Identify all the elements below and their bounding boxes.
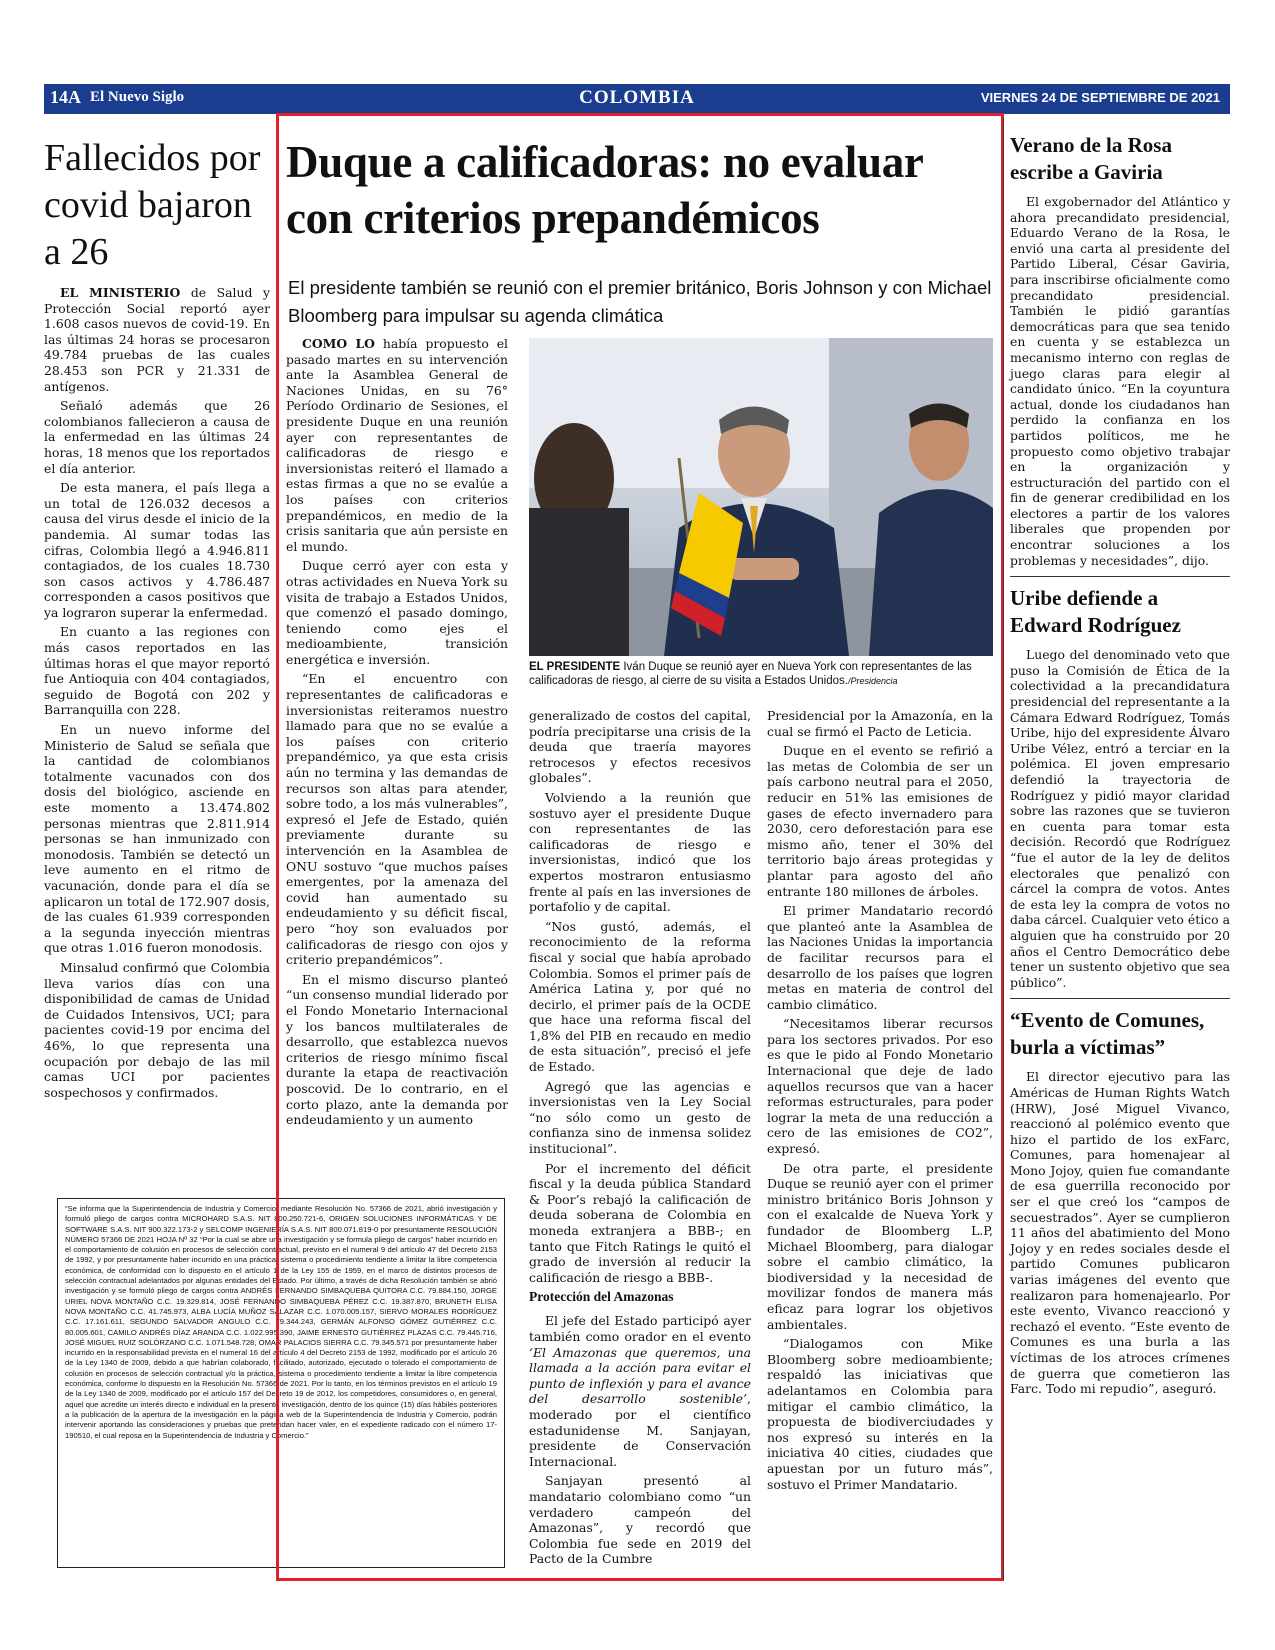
main-paragraph: En el mismo discurso planteó “un consenso mundial liderado por el Fondo Monetario Internacional y los bancos multilaterales de desarrollo, que establezca nuevos criterios de riesgo mínimo fiscal durante la etapa de reactivación poscovid. De lo contrario, en el corto plazo, ante la demanda por endeudamiento y un aumento xyxy=(286,971,508,1128)
photo-caption xyxy=(529,660,993,688)
main-headline: Duque a calificadoras: no evaluar con criterios prepandémicos xyxy=(286,137,923,243)
newspaper-name: El Nuevo Siglo xyxy=(90,89,185,105)
left-story-headline: Fallecidos por covid bajaron a 26 xyxy=(44,137,261,273)
left-story-paragraph: De esta manera, el país llega a un total de 126.032 decesos a causa del virus desde el inicio de la pandemia. Al sumar todas las cifras, Colombia llegó a 4.946.811 contagiados, de los cuales 18.730 son casos activos y 4.786.487 corresponden a casos positivos que ya lograron superar la enfermedad. xyxy=(44,480,270,620)
photo-caption-text: Iván Duque se reunió ayer en Nueva York con representantes de las calificadoras de riesgo, al cierre de su visita a Estados Unidos. xyxy=(529,661,972,687)
brief-headline-uribe: Uribe defiende a Edward Rodríguez xyxy=(1010,586,1181,638)
left-story-paragraph: En un nuevo informe del Ministerio de Salud se señala que la cantidad de colombianos totalmente vacunados con dos dosis del biológico, asciende en este momento a 13.474.802 personas mientras que 2.811.914 personas se han inmunizado con monodosis. También se detectó un leve aumento en el ritmo de vacunación, donde para el día se aplicaron un total de 172.907 dosis, de las cuales 61.939 corresponden a la segunda inyección mientras que otras 1.016 fueron monodosis. xyxy=(44,722,270,956)
left-story-lead-text: de Salud y Protección Social reportó ayer 1.608 casos nuevos de covid-19. En las últimas 24 horas se procesaron 49.784 pruebas de las cuales 28.453 son PCR y 21.331 de antígenos. xyxy=(44,285,270,394)
main-paragraph: “Dialogamos con Mike Bloomberg sobre medioambiente; respaldó las iniciativas que adelantamos en Colombia para mitigar el cambio climático, la propuesta de biodiverciudades y nos expresó su interés en la iniciativa 40 cities, ciudades que apuestan por un futuro más”, sostuvo el Primer Mandatario. xyxy=(767,1336,993,1492)
photo-illustration xyxy=(529,338,993,656)
section-title: COLOMBIA xyxy=(579,87,695,108)
brief-divider xyxy=(1010,576,1230,577)
photo-caption-lead: EL PRESIDENTE xyxy=(529,661,621,673)
column-rule xyxy=(1003,118,1004,1580)
main-text: , moderado por el científico estadunidense M. Sanjayan, presidente de Conservación Internacional. xyxy=(529,1391,751,1469)
main-paragraph: De otra parte, el presidente Duque se reunió ayer con el primer ministro británico Boris Johnson y con el exalcalde de Nueva York y fundador de Bloomberg L.P, Michael Bloomberg, para dialogar sobre el cambio climático, la biodiversidad y la necesidad de movilizar fondos de manera más eficaz para lograr los objetivos ambientales. xyxy=(767,1160,993,1332)
brief-text-verano: El exgobernador del Atlántico y ahora precandidato presidencial, Eduardo Verano de la Rosa, le envió una carta al presidente del Partido Liberal, César Gaviria, para inscribirse oficialmente como precandidato presidencial. También le pidió garantías democráticas para que sea tenido en cuenta y se establezca un mecanismo interno con reglas de juego claras para elegir al candidato único. “En la coyuntura actual, donde los ciudadanos han perdido la confianza en los partidos políticos, me he propuesto como objetivo trabajar en la organización y estructuración del partido con el fin de generar credibilidad en los electores a partir de los valores liberales que propenden por encontrar soluciones a los problemas y necesidades”, dijo. xyxy=(1010,194,1230,568)
brief-divider xyxy=(1010,998,1230,999)
main-text: El jefe del Estado participó ayer también como orador en el evento xyxy=(529,1313,751,1344)
news-photo xyxy=(529,338,993,656)
right-column xyxy=(1010,132,1230,1401)
main-paragraph: Volviendo a la reunión que sostuvo ayer el presidente Duque con representantes de las calificadoras de riesgo e inversionistas, indicó que los expertos mostraron entusiasmo frente al país en las inversiones de portafolio y de capital. xyxy=(529,789,751,915)
main-col-2 xyxy=(529,708,751,1571)
main-lead-text: había propuesto el pasado martes en su intervención ante la Asamblea General de Naciones Unidas, en su 76° Período Ordinario de Sesiones, el presidente Duque en una reunión ayer con representantes de calificadoras de riesgo e inversionistas reiteró el llamado a estas firmas a que no se evalúe a los países con criterios prepandémicos, en medio de la crisis sanitaria que aún persiste en el mundo. xyxy=(286,336,509,554)
main-paragraph: Sanjayan presentó al mandatario colombiano como “un verdadero campeón del Amazonas”, y recordó que Colombia fue sede en 2019 del Pacto de la Cumbre xyxy=(529,1473,751,1567)
left-story-paragraph: Señaló además que 26 colombianos fallecieron a causa de la enfermedad en las últimas 24 horas, 18 menos que los reportados el día anterior. xyxy=(44,398,270,476)
main-paragraph: Duque en el evento se refirió a las metas de Colombia de ser un país carbono neutral para el 2050, reducir en 51% las emisiones de gases de efecto invernadero para 2030, cero deforestación para ese mismo año, tener el 30% del territorio bajo áreas protegidas y plantar para agosto del año entrante 180 millones de árboles. xyxy=(767,743,993,899)
main-deck: El presidente también se reunió con el premier británico, Boris Johnson y con Michael Bloomberg para impulsar su agenda climática xyxy=(288,277,992,326)
main-paragraph: “Necesitamos liberar recursos para los sectores privados. Por eso es que le pido al Fondo Monetario Internacional que deje de lado aquellos recursos que van a hacer reformas estructurales, para poder lograr la meta de una reducción a cero de las emisiones de CO2”, expresó. xyxy=(767,1016,993,1157)
main-paragraph: Duque cerró ayer con esta y otras actividades en Nueva York su visita de trabajo a Estados Unidos, que comenzó el pasado domingo, teniendo como ejes el medioambiente, transición energética e inversión. xyxy=(286,558,508,667)
main-paragraph: generalizado de costos del capital, podría precipitarse una crisis de la deuda que traería mayores retrocesos y efectos recesivos globales”. xyxy=(529,708,751,786)
main-paragraph: “En el encuentro con representantes de calificadoras e inversionistas reiteramos nuestro llamado para que no se evalúe a los países con criterio prepandémico, ya que esta crisis aún no termina y las demandas de recursos son altas para atender, sobre todo, a los más vulnerables”, expresó el Jefe de Estado, quién previamente durante su intervención en la Asamblea de ONU sostuvo “que muchos países emergentes, por la amenaza del covid han aumentado su endeudamiento y su déficit fiscal, pero “hoy son evaluados por calificadoras de riesgo con ojos y criterio prepandémicos”. xyxy=(286,671,508,968)
issue-date: VIERNES 24 DE SEPTIEMBRE DE 2021 xyxy=(980,90,1220,105)
main-paragraph: Por el incremento del déficit fiscal y la deuda pública Standard & Poor’s rebajó la calificación de deuda soberana de Colombia en moneda extranjera a BBB-; en tanto que Fitch Ratings le quitó el grado de inversión al reducir la calificación de riesgo a BBB-. xyxy=(529,1160,751,1285)
left-story-paragraph: Minsalud confirmó que Colombia lleva varios días con una disponibilidad de camas de Unidad de Cuidados Intensivos, UCI; para pacientes covid-19 por encima del 46%, lo que representa una ocupación por debajo de las mil camas UCI por pacientes sospechosos y confirmados. xyxy=(44,959,270,1100)
photo-credit: /Presidencia xyxy=(847,676,898,686)
brief-text-comunes: El director ejecutivo para las Américas de Human Rights Watch (HRW), José Miguel Vivanco, reaccionó al polémico evento que hizo el partido de los exFarc, Comunes, para homenajear al Mono Jojoy, quien fue comandante de esa guerrilla reconocido por ser el que creó los “campos de secuestrados”. Ayer se cumplieron 11 años del abatimiento del Mono Jojoy y en redes sociales desde el partido Comunes publicaron varias imágenes del evento que realizaron para homenajearlo. Por este evento, Vivanco reaccionó y rechazó el evento. “Este evento de Comunes es una burla a las víctimas de los atroces crímenes de guerra que cometieron las Farc. Todo mi repudio”, aseguró. xyxy=(1010,1069,1230,1397)
legal-notice-box: “Se informa que la Superintendencia de Industria y Comercio, mediante Resolución No. 57366 de 2021, abrió investigación y formuló pliego de cargos contra MICROHARD S.A.S. NIT 800.250.721-6, ORIGEN SOLUCIONES INFORMÁTICAS Y DE SOFTWARE S.A.S. NIT 900.322.173-2 y SELCOMP INGENIERÍA S.A.S. NIT 800.071.819-0 por presuntamente RESOLUCIÓN NÚMERO 57366 DE 2021 HOJA Nº 32 “Por la cual se abre una investigación y se formula pliego de cargos” haber incurrido en el comportamiento de colusión en procesos de selección contractual, previsto en el numeral 9 del artículo 47 del Decreto 2153 de 1992, y por presuntamente haber incurrido en una práctica, sistema o procedimiento tendiente a limitar la libre competencia económica, de conformidad con lo dispuesto en el artículo 1 de la Ley 155 de 1959, en el marco de distintos procesos de selección contractual adelantados por algunas entidades del Estado. Por último, a través de dicha Resolución también se abrió investigación y se formuló pliego de cargos contra ANDRÉS FERNANDO SIMBAQUEBA QUITORA C.C. 79.884.150, JORGE URIEL NOVA MONTAÑO C.C. 19.329.814, JOSÉ FERNANDO SIMBAQUEBA PÉREZ C.C. 19.387.870, BRUNETH ELISA NOVA MONTAÑO C.C. 41.745.973, ALBA LUCÍA MUÑOZ SALAZAR C.C. 1.070.005.157, SIERVO MORALES RODRÍGUEZ C.C. 17.161.611, SEGUNDO SALVADOR ANGULO C.C. 79.344.243, GERMÁN ALFONSO GÓMEZ GUTIÉRREZ C.C. 80.005.601, CAMILO ANDRÉS DÍAZ ARANDA C.C. 1.022.995.390, JAIME ERNESTO GUTIÉRREZ PLAZAS C.C. 79.445.716, JOSÉ MIGUEL RUIZ SOLÓRZANO C.C. 1.071.548.728, OMAR PALACIOS SIERRA C.C. 79.345.571 por presuntamente haber incurrido en la responsabilidad prevista en el numeral 16 del artículo 4 del Decreto 2153 de 1992, modificado por el artículo 26 de la Ley 1340 de 2009, debido a que habrían colaborado, facilitado, autorizado, ejecutado o tolerado el comportamiento de colusión en procesos de selección contractual y/o la práctica, sistema o procedimiento tendiente a limitar la libre competencia económica, conforme lo dispuesto en la Resolución No. 57366 de 2021. Por lo tanto, en los términos previstos en el artículo 19 de la Ley 1340 de 2009, modificado por el artículo 157 del Decreto 19 de 2012, los competidores, consumidores o, en general, aquel que acredite un interés directo e individual en la presente investigación, dentro de los quince (15) días hábiles posteriores a la publicación de la apertura de la investigación en la página web de la Superintendencia de Industria y Comercio, podrán intervenir aportando las consideraciones y pruebas que pretendan hacer valer, en el expediente radicado con el número 17-190510, el cual reposa en la Superintendencia de Industria y Comercio.” xyxy=(57,1198,505,1568)
main-paragraph: Agregó que las agencias e inversionistas ven la Ley Social “no sólo como un gesto de confianza sino de inmensa solidez institucional”. xyxy=(529,1078,751,1157)
brief-headline-verano: Verano de la Rosa escribe a Gaviria xyxy=(1010,133,1172,184)
left-story-paragraph: En cuanto a las regiones con más casos reportados en las últimas horas el que mayor reportó fue Antioquia con 404 contagiados, seguido de Bogotá con 202 y Barranquilla con 228. xyxy=(44,624,270,718)
left-story-body xyxy=(44,285,270,1104)
main-lead-word: COMO LO xyxy=(302,336,375,351)
event-title: ‘El Amazonas que queremos, una llamada a la acción para evitar el punto de inflexión y para el avance del desarrollo sostenible’ xyxy=(529,1344,751,1407)
subhead-amazonas: Protección del Amazonas xyxy=(529,1289,674,1305)
page-header-bar xyxy=(44,84,1230,114)
main-paragraph: Presidencial por la Amazonía, en la cual se firmó el Pacto de Leticia. xyxy=(767,708,993,739)
main-paragraph: “Nos gustó, además, el reconocimiento de la reforma fiscal y social que había aprobado Colombia. Somos el primer país de América Latina y, por qué no decirlo, el primer país de la OCDE que hace una reforma fiscal del 1,8% del PIB en recaudo en medio de esta situación”, precisó el jefe de Estado. xyxy=(529,918,751,1075)
page-number: 14A xyxy=(50,87,81,107)
left-story-lead-word: EL MINISTERIO xyxy=(60,285,181,300)
brief-headline-comunes: “Evento de Comunes, burla a víctimas” xyxy=(1010,1008,1205,1060)
main-paragraph: El primer Mandatario recordó que planteó ante la Asamblea de las Naciones Unidas la importancia de facilitar recursos para el desarrollo de los países que logren metas en materia de control del cambio climático. xyxy=(767,903,993,1012)
main-col-1 xyxy=(286,336,508,1132)
main-col-3 xyxy=(767,708,993,1496)
brief-text-uribe: Luego del denominado veto que puso la Comisión de Ética de la colectividad a la precandidatura presidencial del representante a la Cámara Edward Rodríguez, Tomás Uribe, hijo del expresidente Álvaro Uribe Vélez, entró a terciar en la polémica. El joven empresario defendió la trayectoria de Rodríguez y pidió mayor claridad sobre las razones que se tuvieron en cuenta para tomar esta decisión. Recordó que Rodríguez “fue el autor de la ley de delitos electorales que penalizó con cárcel la compra de votos. Antes de esta ley la compra de votos no daba cárcel. Cualquier veto ético a alguien que ha construido por 20 años el Centro Democrático debe tener un sustento objetivo que sea público”. xyxy=(1010,647,1230,990)
